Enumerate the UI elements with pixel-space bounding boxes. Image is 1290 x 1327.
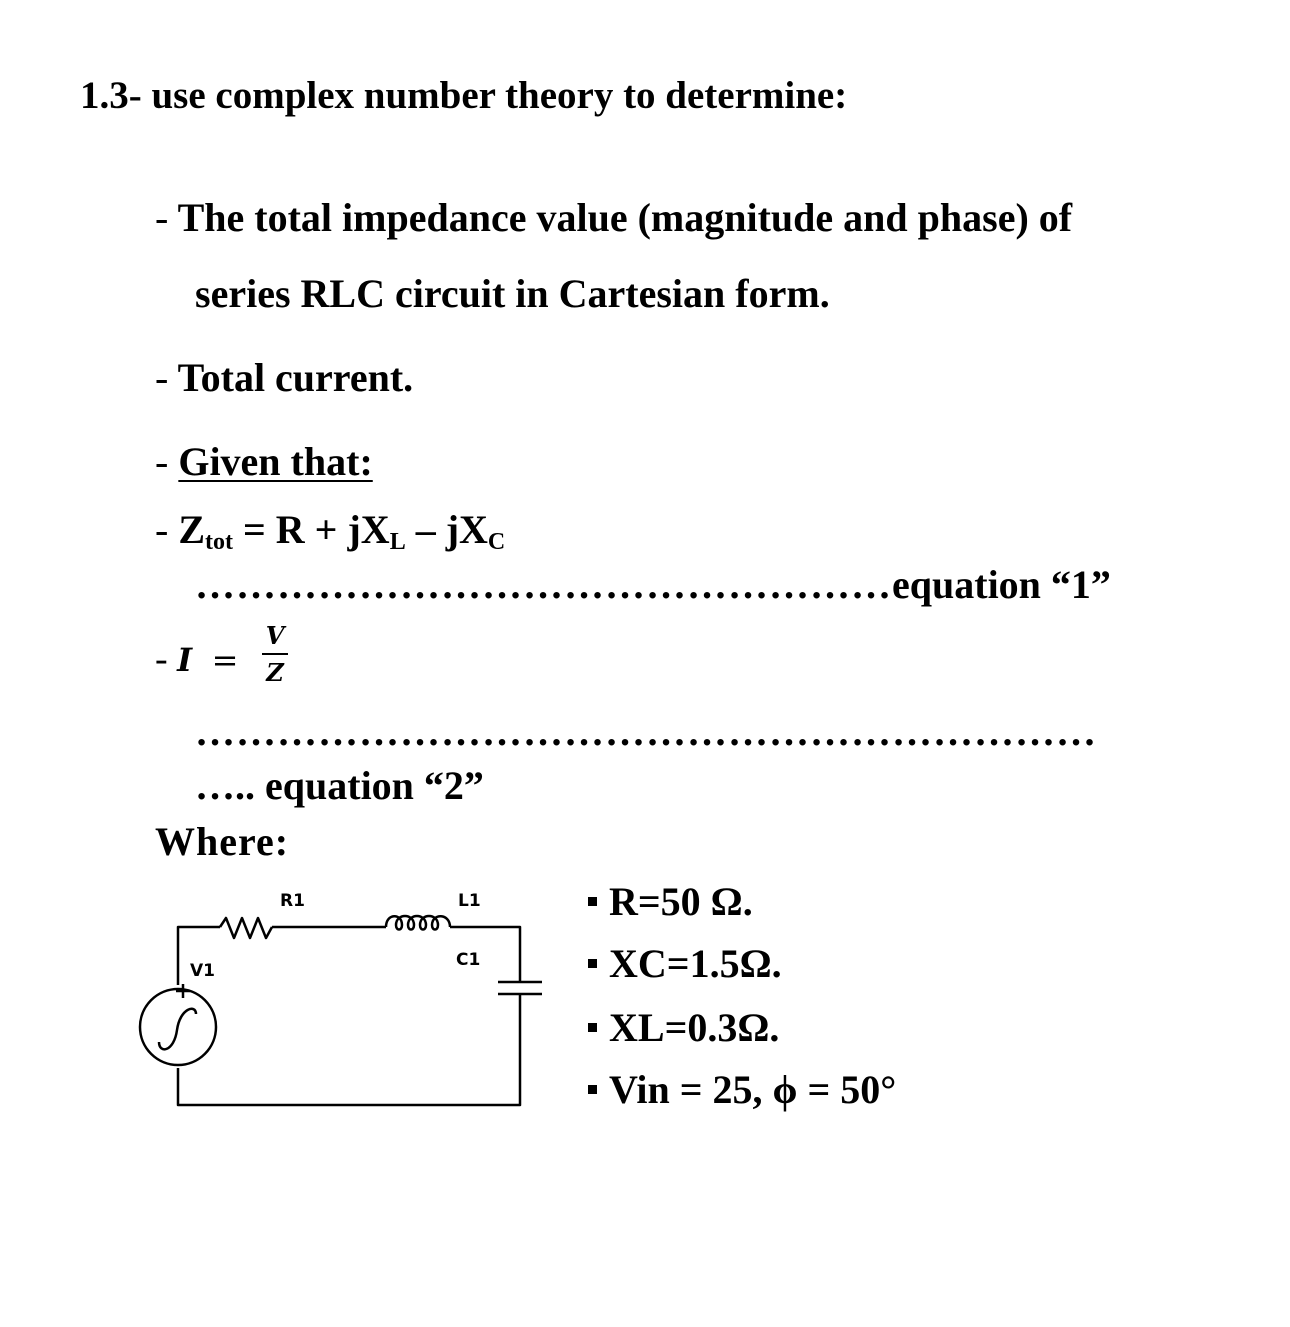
eq1-dots: ……………………………………………: [195, 562, 892, 607]
fraction-bar: [262, 653, 288, 655]
sine-wave-icon: [159, 1009, 196, 1049]
item-impedance-line2: series RLC circuit in Cartesian form.: [195, 271, 830, 316]
bullet-dash: -: [155, 439, 169, 484]
eq1-mid: = R + jX: [233, 507, 390, 552]
param-r: [588, 879, 753, 924]
bullet-dash: -: [155, 195, 169, 240]
label-r1: R1: [280, 891, 305, 911]
square-bullet-icon: [588, 1023, 597, 1032]
param-xl: [588, 1005, 780, 1050]
eq1-label: equation “1”: [892, 562, 1111, 607]
given-heading: Given that:: [178, 439, 373, 484]
where-label: Where:: [155, 819, 290, 864]
eq1-minus: – jX: [405, 507, 488, 552]
square-bullet-icon: [588, 1085, 597, 1094]
param-xc: [588, 941, 782, 986]
param-xl-text: XL=0.3Ω.: [609, 1005, 780, 1050]
eq1-z-sub: tot: [205, 529, 233, 555]
item-current-text: Total current.: [177, 355, 414, 400]
item-impedance: [155, 195, 1073, 240]
param-r-text: R=50 Ω.: [609, 879, 753, 924]
eq2-denominator: Z: [266, 658, 284, 687]
eq1-z: Z: [178, 507, 206, 552]
eq2-label: ….. equation “2”: [195, 763, 484, 808]
label-v1: V1: [190, 961, 215, 981]
item-given: [155, 439, 373, 484]
param-vin: [588, 1067, 897, 1112]
eq2-fraction: [262, 621, 288, 687]
bullet-dash: -: [155, 355, 169, 400]
eq1-c-sub: C: [487, 529, 506, 555]
item-current: [155, 355, 414, 400]
wire-bottom: [178, 994, 520, 1105]
eq1-l-sub: L: [389, 529, 406, 555]
square-bullet-icon: [588, 897, 597, 906]
equation-1: [155, 507, 506, 555]
label-l1: L1: [458, 891, 481, 911]
param-xc-text: XC=1.5Ω.: [609, 941, 782, 986]
bullet-dash: -: [155, 638, 168, 680]
equation-2: [155, 640, 238, 678]
equation-1-label: [195, 562, 1111, 607]
resistor-r1: [220, 918, 272, 938]
question-title: 1.3- use complex number theory to determine:: [80, 74, 848, 117]
label-c1: C1: [456, 950, 481, 970]
eq2-dots: …………………………………………………………: [195, 709, 1097, 754]
rlc-circuit-diagram: [130, 880, 560, 1120]
eq2-numerator: V: [265, 621, 285, 650]
bullet-dash: -: [155, 507, 169, 552]
param-vin-text: Vin = 25, ϕ = 50°: [609, 1067, 897, 1112]
inductor-l1: [386, 916, 450, 930]
eq2-equals: =: [211, 641, 239, 679]
item-impedance-line1: The total impedance value (magnitude and phase) of: [177, 195, 1073, 240]
square-bullet-icon: [588, 959, 597, 968]
eq2-var: I: [177, 641, 193, 679]
